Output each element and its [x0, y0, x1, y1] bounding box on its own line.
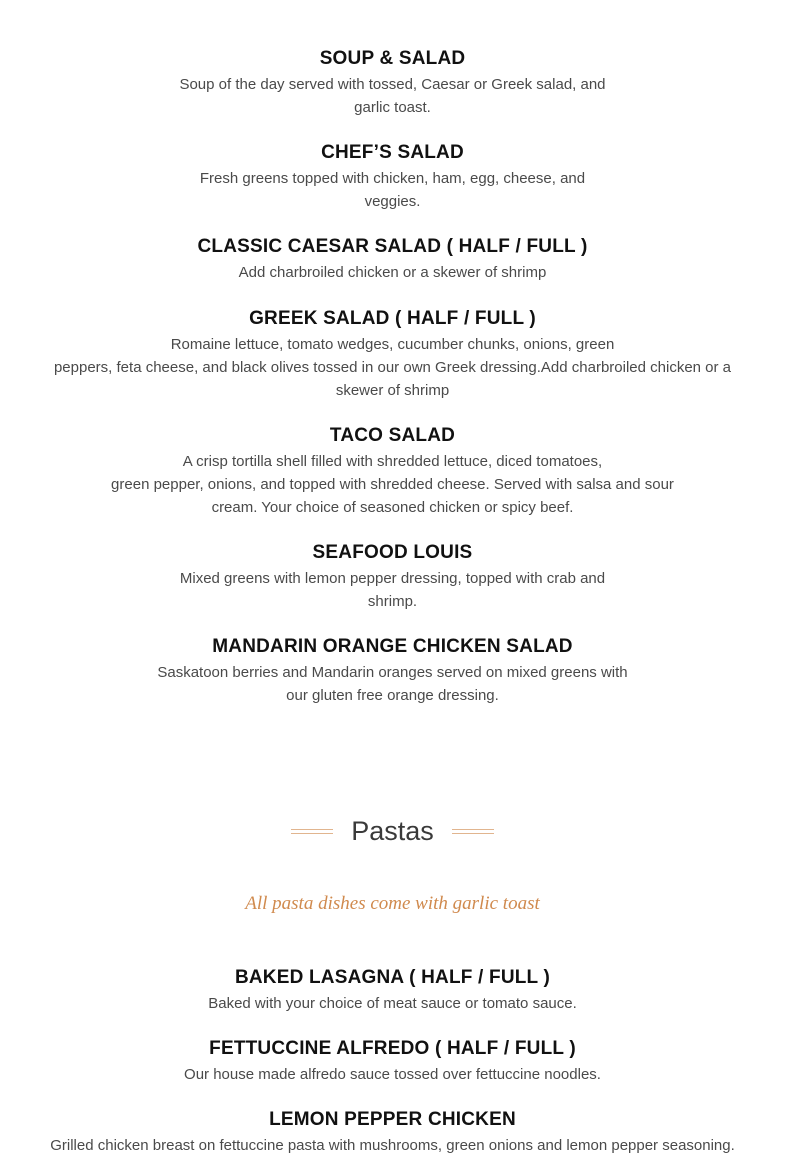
- menu-item-fettuccine-alfredo: [0, 1037, 785, 1086]
- menu-item-lemon-pepper-chicken: [0, 1108, 785, 1157]
- item-title: CHEF’S SALAD: [321, 142, 464, 163]
- item-description-line: Our house made alfredo sauce tossed over fettuccine noodles.: [184, 1066, 601, 1083]
- item-description-line: green pepper, onions, and topped with shredded cheese. Served with salsa and sour: [111, 476, 674, 493]
- item-description: [0, 167, 785, 213]
- pastas-section-header: [0, 810, 785, 852]
- item-title: LEMON PEPPER CHICKEN: [269, 1109, 516, 1130]
- item-title: BAKED LASAGNA ( HALF / FULL ): [234, 967, 551, 988]
- menu-item-taco-salad: [0, 424, 785, 519]
- item-description: [0, 261, 785, 284]
- item-description-line: Add charbroiled chicken or a skewer of shrimp: [238, 264, 547, 281]
- item-title: GREEK SALAD ( HALF / FULL ): [249, 308, 536, 329]
- item-description: [0, 333, 785, 402]
- item-description-line: Baked with your choice of meat sauce or tomato sauce.: [208, 995, 577, 1012]
- item-description: [0, 73, 785, 119]
- menu-item-mandarin-orange-chicken-salad: [0, 635, 785, 707]
- decorative-double-line-right: [452, 829, 494, 834]
- item-description: [0, 567, 785, 613]
- item-description-line: skewer of shrimp: [335, 382, 450, 399]
- menu-item-greek-salad: [0, 307, 785, 402]
- item-title: TACO SALAD: [329, 425, 456, 446]
- menu-item-seafood-louis: [0, 541, 785, 613]
- menu-item-caesar-salad: [0, 235, 785, 284]
- menu-item-baked-lasagna: [0, 966, 785, 1015]
- item-description-line: Romaine lettuce, tomato wedges, cucumber chunks, onions, green: [170, 336, 615, 353]
- item-title: MANDARIN ORANGE CHICKEN SALAD: [212, 636, 573, 657]
- item-description-line: Soup of the day served with tossed, Caesar or Greek salad, and: [179, 76, 606, 93]
- item-description-line: shrimp.: [367, 593, 418, 610]
- item-description-line: A crisp tortilla shell filled with shredded lettuce, diced tomatoes,: [182, 453, 603, 470]
- section-title: Pastas: [351, 816, 434, 846]
- item-description: [0, 450, 785, 519]
- item-description-line: Mixed greens with lemon pepper dressing, topped with crab and: [179, 570, 606, 587]
- item-description: [0, 992, 785, 1015]
- item-description: [0, 661, 785, 707]
- item-title: SOUP & SALAD: [319, 48, 466, 69]
- item-title: FETTUCCINE ALFREDO ( HALF / FULL ): [209, 1038, 576, 1059]
- section-note: All pasta dishes come with garlic toast: [245, 893, 540, 914]
- item-description: [0, 1063, 785, 1086]
- item-description-line: cream. Your choice of seasoned chicken or spicy beef.: [211, 499, 574, 516]
- item-description-line: peppers, feta cheese, and black olives tossed in our own Greek dressing.Add charbroiled chicken or a: [53, 359, 732, 376]
- item-description-line: Saskatoon berries and Mandarin oranges served on mixed greens with: [157, 664, 628, 681]
- menu-item-chefs-salad: [0, 141, 785, 213]
- item-description-line: garlic toast.: [354, 99, 431, 116]
- item-description: [0, 1134, 785, 1157]
- decorative-double-line-left: [291, 829, 333, 834]
- menu-item-soup-salad: [0, 47, 785, 119]
- item-title: CLASSIC CAESAR SALAD ( HALF / FULL ): [197, 236, 588, 257]
- item-description-line: veggies.: [364, 193, 421, 210]
- item-description-line: our gluten free orange dressing.: [286, 687, 499, 704]
- item-description-line: Grilled chicken breast on fettuccine pasta with mushrooms, green onions and lemon pepper seasoning.: [50, 1137, 735, 1154]
- item-description-line: Fresh greens topped with chicken, ham, egg, cheese, and: [199, 170, 586, 187]
- item-title: SEAFOOD LOUIS: [312, 542, 473, 563]
